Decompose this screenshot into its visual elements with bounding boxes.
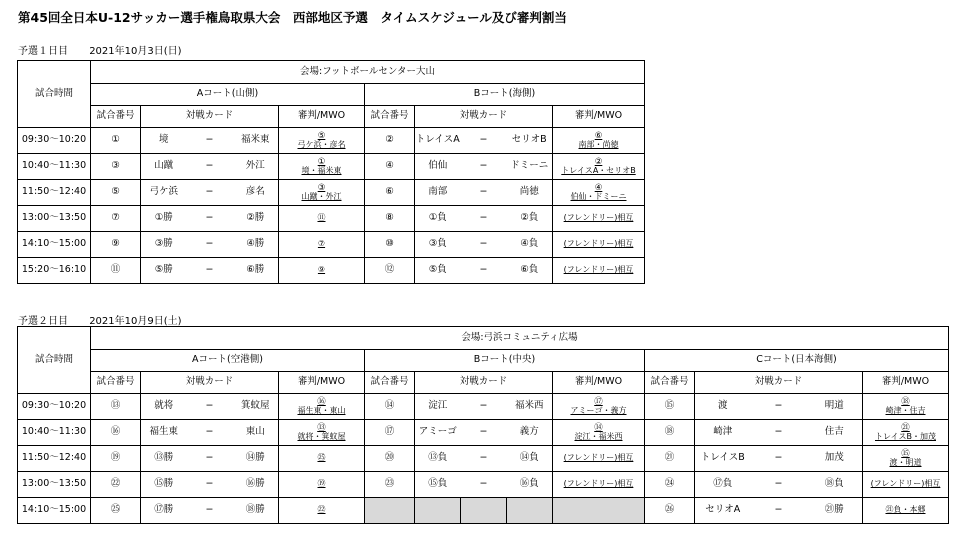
team-2: 彦名	[233, 180, 279, 206]
team-1: ①負	[415, 206, 461, 232]
team-1: ①勝	[141, 206, 187, 232]
time-cell: 15:20〜16:10	[18, 258, 91, 284]
referee-teams: 福生東・東山	[297, 405, 346, 415]
team-1: トレイスA	[415, 128, 461, 154]
versus-dash: −	[461, 394, 507, 420]
versus-dash: −	[461, 128, 507, 154]
versus-dash: −	[461, 420, 507, 446]
team-1: ⑮負	[415, 472, 461, 498]
time-cell: 14:10〜15:00	[18, 498, 91, 524]
team-2: 外江	[233, 154, 279, 180]
referee-cell	[279, 154, 365, 180]
card-header: 対戦カード	[141, 106, 279, 128]
court-b-label: Bコート(海側)	[365, 84, 645, 106]
team-2: ⑭負	[507, 446, 553, 472]
team-2: ⑯勝	[233, 472, 279, 498]
versus-dash: −	[187, 154, 233, 180]
match-number: ㉓	[365, 472, 415, 498]
time-cell: 14:10〜15:00	[18, 232, 91, 258]
versus-dash: −	[751, 394, 807, 420]
match-number: ⑪	[91, 258, 141, 284]
match-number: ⑰	[365, 420, 415, 446]
referee-cell: (フレンドリー)相互	[863, 472, 949, 498]
referee-cell	[553, 154, 645, 180]
referee-match-number: ⑥	[594, 130, 603, 141]
referee-match-number: ⑤	[317, 130, 326, 141]
match-no-header: 試合番号	[365, 106, 415, 128]
court-c-label: Cコート(日本海側)	[645, 350, 949, 372]
referee-cell: (フレンドリー)相互	[553, 232, 645, 258]
team-2: 尚徳	[507, 180, 553, 206]
team-2: 東山	[233, 420, 279, 446]
team-1: ⑬負	[415, 446, 461, 472]
team-2: ⑯負	[507, 472, 553, 498]
referee-cell	[553, 180, 645, 206]
schedule-row	[18, 154, 645, 180]
match-no-header: 試合番号	[365, 372, 415, 394]
team-2: 加茂	[807, 446, 863, 472]
team-2: セリオB	[507, 128, 553, 154]
versus-dash: −	[187, 128, 233, 154]
match-number: ③	[91, 154, 141, 180]
referee-teams: 境・福米東	[301, 165, 342, 175]
referee-teams: 就将・箕蚊屋	[297, 431, 346, 441]
match-number: ㉒	[91, 472, 141, 498]
team-2: 福米西	[507, 394, 553, 420]
ref-header: 審判/MWO	[863, 372, 949, 394]
schedule-row	[18, 206, 645, 232]
team-1: ③勝	[141, 232, 187, 258]
referee-match-number: ⑰	[594, 396, 603, 407]
referee-teams: 伯仙・ドミーニ	[570, 191, 627, 201]
match-number: ⑫	[365, 258, 415, 284]
team-1: 山蹴	[141, 154, 187, 180]
schedule-row	[18, 420, 949, 446]
ref-header: 審判/MWO	[553, 372, 645, 394]
card-header: 対戦カード	[415, 106, 553, 128]
versus-dash: −	[751, 472, 807, 498]
referee-match-number: ⑭	[594, 422, 603, 433]
match-number: ㉕	[91, 498, 141, 524]
referee-teams: アミーゴ・義方	[570, 405, 627, 415]
referee-cell: (フレンドリー)相互	[553, 446, 645, 472]
day1-header	[18, 42, 182, 57]
time-cell: 09:30〜10:20	[18, 394, 91, 420]
match-number: ⑱	[645, 420, 695, 446]
team-2: ㉑勝	[807, 498, 863, 524]
venue-label: 会場:弓浜コミュニティ広場	[91, 327, 949, 350]
team-1: ⑬勝	[141, 446, 187, 472]
versus-dash: −	[461, 446, 507, 472]
team-2: ドミーニ	[507, 154, 553, 180]
referee-match-number: ⑬	[317, 422, 326, 433]
referee-teams: トレイスB・加茂	[874, 431, 936, 441]
team-1: 南部	[415, 180, 461, 206]
referee-teams: 南部・尚徳	[578, 139, 619, 149]
versus-dash: −	[187, 420, 233, 446]
time-cell: 13:00〜13:50	[18, 206, 91, 232]
referee-cell	[863, 446, 949, 472]
team-1: ③負	[415, 232, 461, 258]
versus-dash: −	[751, 420, 807, 446]
referee-match-number: ⑮	[901, 448, 910, 459]
day2-label: 予選２日目	[18, 316, 68, 327]
team-2: ⑭勝	[233, 446, 279, 472]
team-2: ②負	[507, 206, 553, 232]
referee-match-number: ②	[594, 156, 603, 167]
versus-dash: −	[461, 472, 507, 498]
versus-dash: −	[461, 232, 507, 258]
match-number: ⑥	[365, 180, 415, 206]
court-a-label: Aコート(空港側)	[91, 350, 365, 372]
versus-dash: −	[751, 498, 807, 524]
match-number: ①	[91, 128, 141, 154]
time-header: 試合時間	[18, 327, 91, 394]
court-a-label: Aコート(山側)	[91, 84, 365, 106]
match-number: ⑩	[365, 232, 415, 258]
referee-cell: ㉒	[279, 498, 365, 524]
card-header: 対戦カード	[415, 372, 553, 394]
referee-cell: ㉕	[279, 446, 365, 472]
schedule-row	[18, 446, 949, 472]
team-2: ②勝	[233, 206, 279, 232]
schedule-row	[18, 180, 645, 206]
match-number: ⑯	[91, 420, 141, 446]
versus-dash: −	[461, 258, 507, 284]
versus-dash: −	[461, 154, 507, 180]
day1-date: 2021年10月3日(日)	[89, 46, 182, 57]
team-2: 義方	[507, 420, 553, 446]
team-1: 境	[141, 128, 187, 154]
versus-dash: −	[187, 446, 233, 472]
referee-cell: ⑲	[279, 472, 365, 498]
empty-cell	[365, 498, 415, 524]
versus-dash: −	[187, 180, 233, 206]
schedule-row	[18, 394, 949, 420]
versus-dash: −	[187, 472, 233, 498]
team-2: ⑥負	[507, 258, 553, 284]
team-1: ⑤勝	[141, 258, 187, 284]
match-number: ⑭	[365, 394, 415, 420]
match-number: ⑦	[91, 206, 141, 232]
referee-cell: (フレンドリー)相互	[553, 258, 645, 284]
day2-date: 2021年10月9日(土)	[89, 316, 182, 327]
referee-match-number: ⑯	[317, 396, 326, 407]
referee-cell	[279, 128, 365, 154]
time-cell: 10:40〜11:30	[18, 154, 91, 180]
ref-header: 審判/MWO	[279, 106, 365, 128]
team-1: ⑰勝	[141, 498, 187, 524]
team-2: 明道	[807, 394, 863, 420]
match-number: ②	[365, 128, 415, 154]
team-1: 崎津	[695, 420, 751, 446]
day2-schedule-table	[17, 326, 949, 524]
time-cell: 11:50〜12:40	[18, 180, 91, 206]
referee-match-number: ①	[317, 156, 326, 167]
versus-dash: −	[461, 180, 507, 206]
match-number: ㉖	[645, 498, 695, 524]
team-1: 渡	[695, 394, 751, 420]
referee-match-number: ㉑	[901, 422, 910, 433]
referee-cell: (フレンドリー)相互	[553, 206, 645, 232]
ref-header: 審判/MWO	[279, 372, 365, 394]
match-number: ㉔	[645, 472, 695, 498]
referee-cell: (フレンドリー)相互	[553, 472, 645, 498]
team-1: ⑰負	[695, 472, 751, 498]
team-1: 淀江	[415, 394, 461, 420]
versus-dash: −	[187, 206, 233, 232]
referee-cell: ㉑負・本郷	[863, 498, 949, 524]
referee-cell	[553, 128, 645, 154]
referee-cell	[863, 420, 949, 446]
schedule-row	[18, 498, 949, 524]
empty-cell	[507, 498, 553, 524]
referee-cell	[279, 420, 365, 446]
referee-teams: 渡・明道	[889, 457, 922, 467]
match-number: ④	[365, 154, 415, 180]
team-2: 福米東	[233, 128, 279, 154]
day2-header	[18, 312, 182, 327]
team-1: セリオA	[695, 498, 751, 524]
team-1: アミーゴ	[415, 420, 461, 446]
team-1: トレイスB	[695, 446, 751, 472]
referee-cell	[279, 394, 365, 420]
team-1: 福生東	[141, 420, 187, 446]
time-cell: 09:30〜10:20	[18, 128, 91, 154]
empty-cell	[461, 498, 507, 524]
match-number: ⑨	[91, 232, 141, 258]
referee-cell: ⑦	[279, 232, 365, 258]
team-2: ④勝	[233, 232, 279, 258]
match-number: ⑤	[91, 180, 141, 206]
match-number: ⑧	[365, 206, 415, 232]
team-2: 住吉	[807, 420, 863, 446]
referee-match-number: ⑱	[901, 396, 910, 407]
match-number: ㉑	[645, 446, 695, 472]
schedule-row	[18, 232, 645, 258]
team-2: ⑱負	[807, 472, 863, 498]
referee-teams: トレイスA・セリオB	[561, 165, 636, 175]
match-no-header: 試合番号	[645, 372, 695, 394]
ref-header: 審判/MWO	[553, 106, 645, 128]
team-2: ④負	[507, 232, 553, 258]
referee-cell: ⑪	[279, 206, 365, 232]
versus-dash: −	[751, 446, 807, 472]
team-1: ⑤負	[415, 258, 461, 284]
referee-match-number: ④	[594, 182, 603, 193]
venue-label: 会場:フットボールセンター大山	[91, 61, 645, 84]
versus-dash: −	[461, 206, 507, 232]
day1-label: 予選１日目	[18, 46, 68, 57]
referee-cell	[279, 180, 365, 206]
match-no-header: 試合番号	[91, 372, 141, 394]
schedule-row	[18, 472, 949, 498]
match-number: ⑲	[91, 446, 141, 472]
time-cell: 10:40〜11:30	[18, 420, 91, 446]
empty-cell	[415, 498, 461, 524]
referee-cell	[863, 394, 949, 420]
match-no-header: 試合番号	[91, 106, 141, 128]
team-2: 箕蚊屋	[233, 394, 279, 420]
time-cell: 11:50〜12:40	[18, 446, 91, 472]
team-1: 伯仙	[415, 154, 461, 180]
team-2: ⑱勝	[233, 498, 279, 524]
match-number: ⑮	[645, 394, 695, 420]
time-header: 試合時間	[18, 61, 91, 128]
referee-teams: 崎津・住吉	[885, 405, 926, 415]
referee-cell	[553, 420, 645, 446]
versus-dash: −	[187, 498, 233, 524]
referee-cell	[553, 394, 645, 420]
page-title: 第45回全日本U-12サッカー選手権鳥取県大会 西部地区予選 タイムスケジュール及び審判割当	[18, 10, 567, 25]
match-number: ⑬	[91, 394, 141, 420]
versus-dash: −	[187, 232, 233, 258]
team-1: 就将	[141, 394, 187, 420]
day1-schedule-table	[17, 60, 645, 284]
referee-teams: 弓ケ浜・彦名	[297, 139, 346, 149]
card-header: 対戦カード	[141, 372, 279, 394]
time-cell: 13:00〜13:50	[18, 472, 91, 498]
team-2: ⑥勝	[233, 258, 279, 284]
card-header: 対戦カード	[695, 372, 863, 394]
referee-teams: 山蹴・外江	[301, 191, 342, 201]
court-b-label: Bコート(中央)	[365, 350, 645, 372]
team-1: ⑮勝	[141, 472, 187, 498]
match-number: ⑳	[365, 446, 415, 472]
empty-cell	[553, 498, 645, 524]
schedule-row	[18, 258, 645, 284]
referee-teams: 淀江・福米西	[574, 431, 623, 441]
team-1: 弓ケ浜	[141, 180, 187, 206]
schedule-row	[18, 128, 645, 154]
versus-dash: −	[187, 258, 233, 284]
referee-match-number: ③	[317, 182, 326, 193]
versus-dash: −	[187, 394, 233, 420]
referee-cell: ⑨	[279, 258, 365, 284]
